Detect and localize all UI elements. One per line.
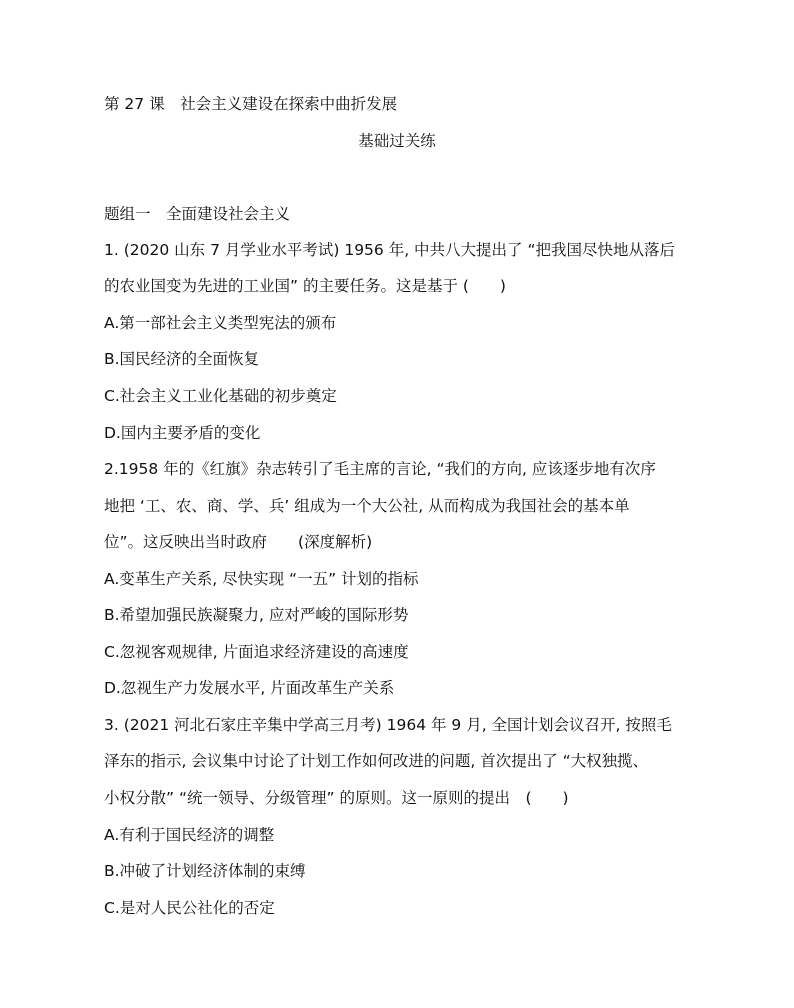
question-3-option-b: B.冲破了计划经济体制的束缚	[104, 862, 306, 880]
question-2-option-b: B.希望加强民族凝聚力, 应对严峻的国际形势	[104, 606, 409, 624]
lesson-title: 第 27 课 社会主义建设在探索中曲折发展	[104, 95, 398, 113]
question-1-line-1: 1. (2020 山东 7 月学业水平考试) 1956 年, 中共八大提出了 “把我国尽快地从落后	[104, 241, 676, 259]
question-3-line-2: 泽东的指示, 会议集中讨论了计划工作如何改进的问题, 首次提出了 “大权独揽、	[104, 752, 649, 770]
question-3-option-c: C.是对人民公社化的否定	[104, 899, 275, 917]
section-title: 基础过关练	[358, 132, 436, 150]
question-1-option-c: C.社会主义工业化基础的初步奠定	[104, 387, 337, 405]
question-2-option-c: C.忽视客观规律, 片面追求经济建设的高速度	[104, 643, 409, 661]
question-group-title: 题组一 全面建设社会主义	[104, 205, 291, 223]
question-2-line-2: 地把 ‘工、农、商、学、兵’ 组成为一个大公社, 从而构成为我国社会的基本单	[104, 497, 630, 515]
question-2-line-1: 2.1958 年的《红旗》杂志转引了毛主席的言论, “我们的方向, 应该逐步地有次序	[104, 460, 656, 478]
question-1-option-d: D.国内主要矛盾的变化	[104, 424, 261, 442]
question-3-option-a: A.有利于国民经济的调整	[104, 826, 275, 844]
question-2-option-a: A.变革生产关系, 尽快实现 “一五” 计划的指标	[104, 570, 419, 588]
question-1-option-b: B.国民经济的全面恢复	[104, 350, 260, 368]
question-1-option-a: A.第一部社会主义类型宪法的颁布	[104, 314, 337, 332]
question-1-line-2: 的农业国变为先进的工业国” 的主要任务。这是基于 ( )	[104, 277, 506, 295]
question-2-line-3: 位”。这反映出当时政府 (深度解析)	[104, 533, 373, 551]
question-2-option-d: D.忽视生产力发展水平, 片面改革生产关系	[104, 679, 395, 697]
question-3-line-3: 小权分散” “统一领导、分级管理” 的原则。这一原则的提出 ( )	[104, 789, 569, 807]
question-3-line-1: 3. (2021 河北石家庄辛集中学高三月考) 1964 年 9 月, 全国计划会议召开, 按照毛	[104, 716, 672, 734]
